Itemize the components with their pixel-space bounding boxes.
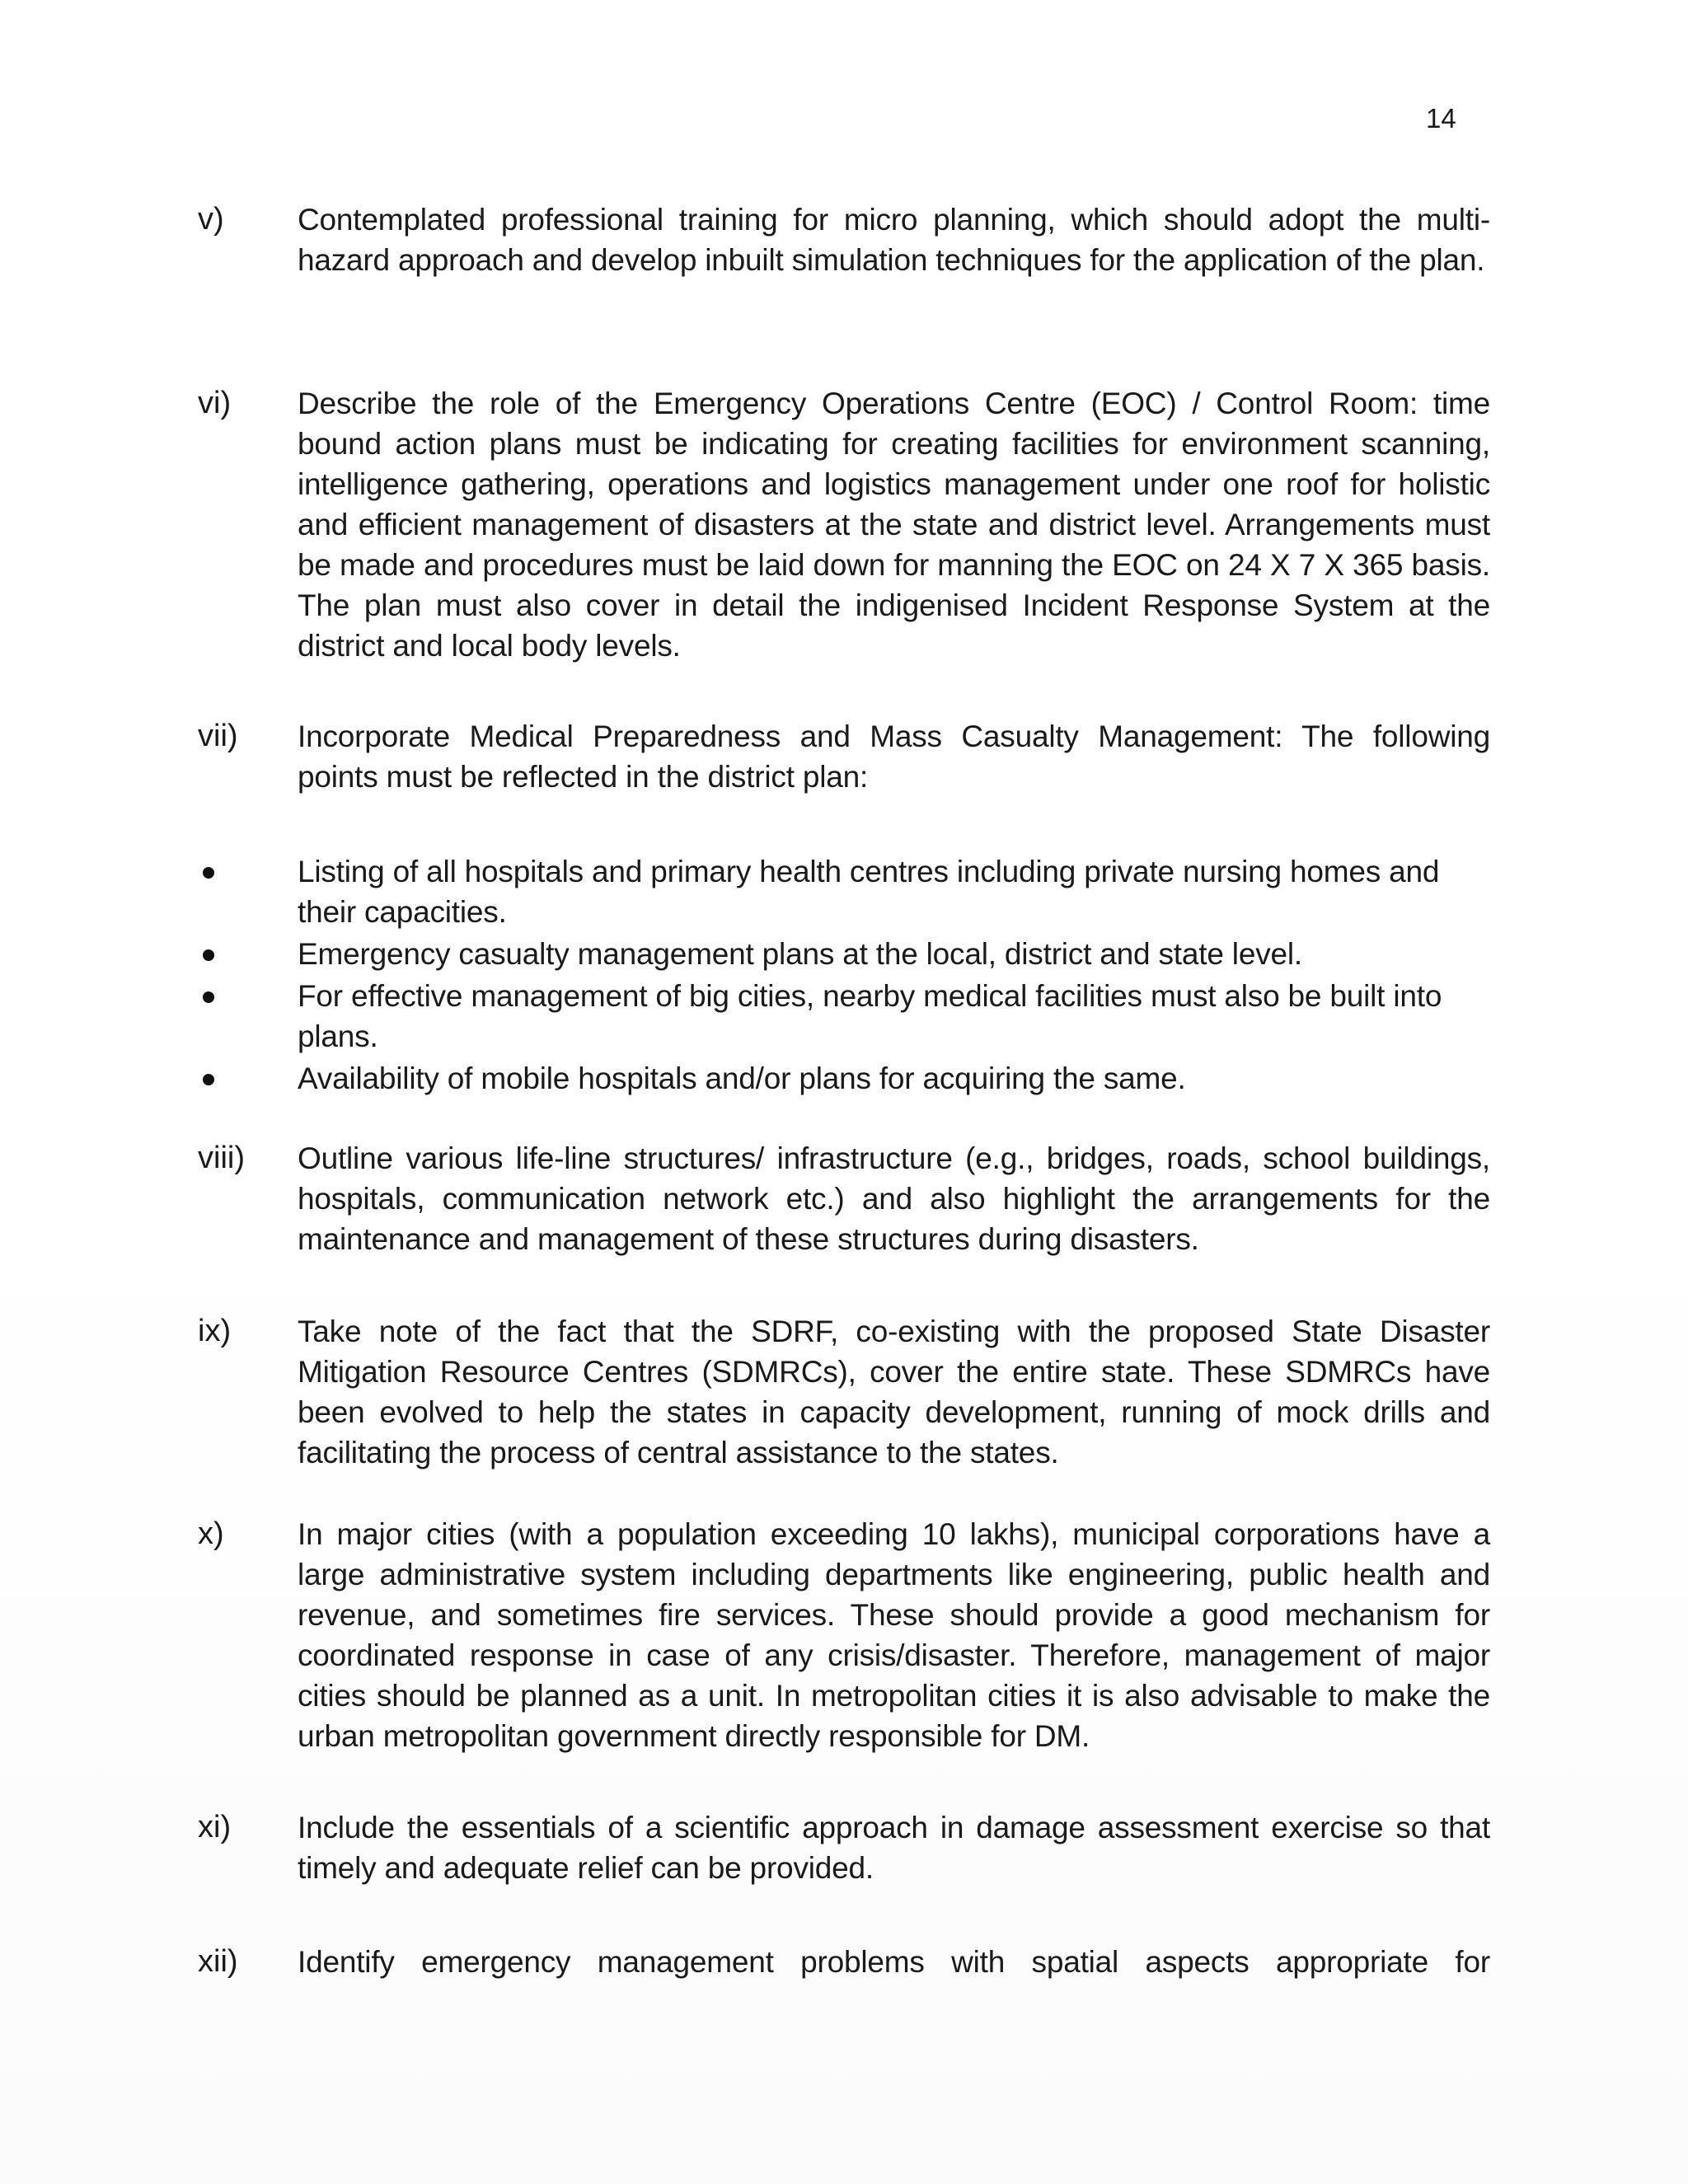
item-label: vii) bbox=[198, 719, 238, 753]
item-label: vi) bbox=[198, 386, 232, 420]
bullet-dot bbox=[203, 1074, 214, 1085]
page-number: 14 bbox=[1426, 103, 1456, 134]
bullet-dot bbox=[203, 949, 214, 961]
item-text: Contemplated professional training for micro planning, which should adopt the multi-hazard approach and develop inbuilt simulation techniques for the application of the plan. bbox=[298, 203, 1490, 277]
item-text: Take note of the fact that the SDRF, co-existing with the proposed State Disaster Mitigation Resource Centres (SDMRCs), cover the entire state. These SDMRCs have been evolved to help the states in capacity development, running of mock drills and facilitating the process of central assistance to the states. bbox=[298, 1315, 1490, 1469]
bullet-text: Listing of all hospitals and primary health centres including private nursing homes and their capacities. bbox=[298, 855, 1440, 929]
item-label: x) bbox=[198, 1516, 224, 1551]
bullet-dot bbox=[203, 867, 214, 879]
item-label: v) bbox=[198, 202, 224, 237]
item-text: In major cities (with a population exceeding 10 lakhs), municipal corporations have a large administrative system including departments like engineering, public health and revenue, and sometimes fire services. These should provide a good mechanism for coordinated response in case of any crisis/disaster. Therefore, management of major cities should be planned as a unit. In metropolitan cities it is also advisable to make the urban metropolitan government directly responsible for DM. bbox=[298, 1517, 1490, 1753]
item-label: viii) bbox=[198, 1141, 245, 1175]
item-text: Outline various life-line structures/ infrastructure (e.g., bridges, roads, school buildings, hospitals, communication network etc.) and also highlight the arrangements for the maintenance and management of these structures during disasters. bbox=[298, 1141, 1490, 1256]
item-label: ix) bbox=[198, 1314, 232, 1348]
item-label: xii) bbox=[198, 1944, 238, 1979]
item-text: Incorporate Medical Preparedness and Mass Casualty Management: The following points must be reflected in the district plan: bbox=[298, 719, 1490, 794]
bullet-dot bbox=[203, 991, 214, 1003]
bullet-text: Availability of mobile hospitals and/or plans for acquiring the same. bbox=[298, 1062, 1186, 1095]
item-text: Include the essentials of a scientific approach in damage assessment exercise so that timely and adequate relief can be provided. bbox=[298, 1811, 1490, 1885]
item-text: Describe the role of the Emergency Operations Centre (EOC) / Control Room: time bound action plans must be indicating for creating facilities for environment scanning, intelligence gathering, operations and logistics management under one roof for holistic and efficient management of disasters at the state and district level. Arrangements must be made and procedures must be laid down for manning the EOC on 24 X 7 X 365 basis. The plan must also cover in detail the indigenised Incident Response System at the district and local body levels. bbox=[298, 387, 1490, 663]
item-text: Identify emergency management problems with spatial aspects appropriate for bbox=[298, 1945, 1490, 1979]
item-label: xi) bbox=[198, 1810, 232, 1844]
bullet-text: Emergency casualty management plans at the local, district and state level. bbox=[298, 937, 1302, 971]
bullet-text: For effective management of big cities, nearby medical facilities must also be built into plans. bbox=[298, 979, 1442, 1053]
